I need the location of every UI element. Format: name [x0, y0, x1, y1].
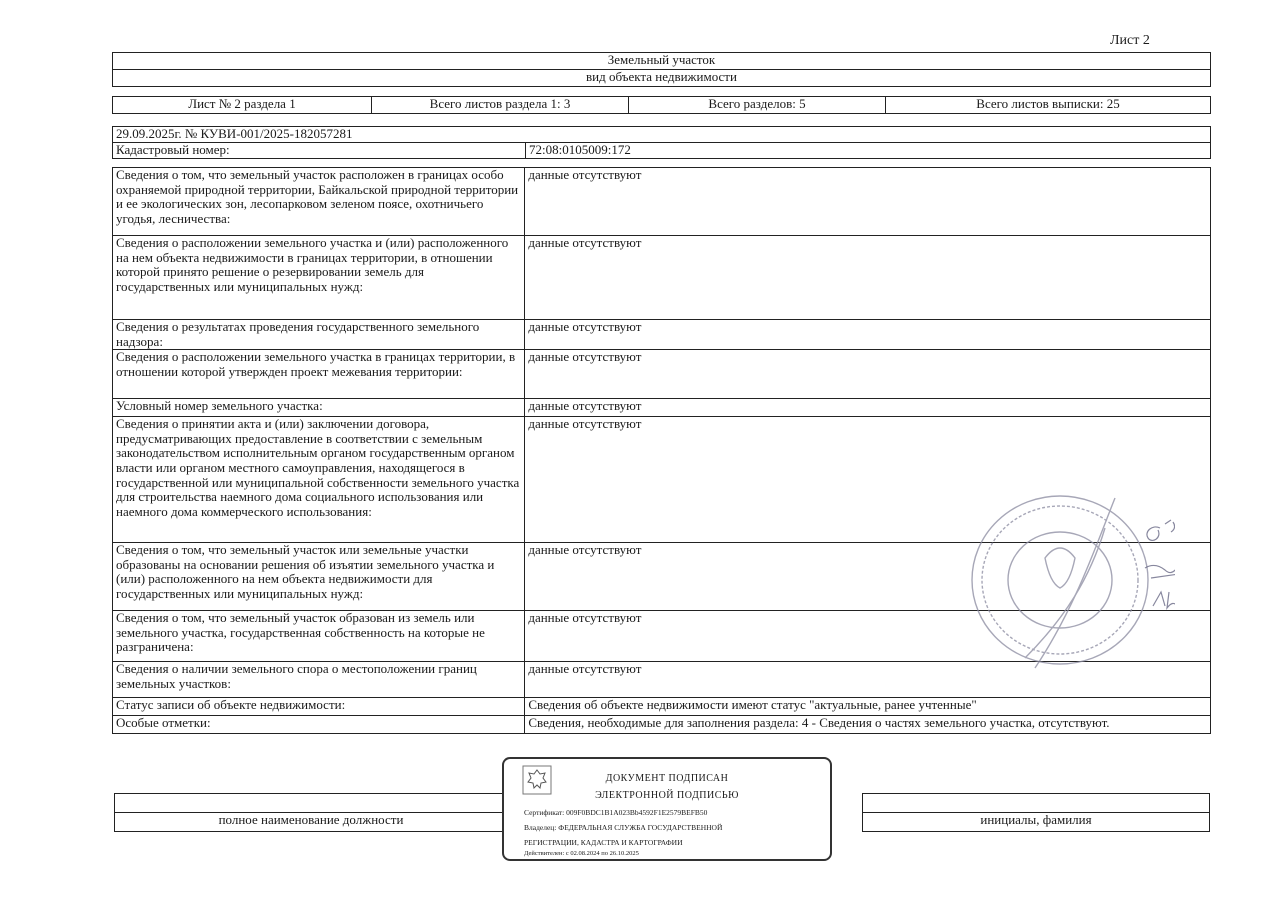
- cadastral-label: Кадастровый номер:: [113, 143, 526, 159]
- sheets-info: [112, 96, 1211, 114]
- table-row: [113, 168, 1211, 236]
- sections-total: Всего разделов: 5: [629, 97, 886, 114]
- stamp-title-line2: ЭЛЕКТРОННОЙ ПОДПИСЬЮ: [595, 790, 739, 801]
- table-row: [113, 350, 1211, 399]
- table-row: [113, 399, 1211, 417]
- object-caption: вид объекта недвижимости: [113, 70, 1211, 87]
- row-label: Условный номер земельного участка:: [113, 399, 525, 417]
- round-seal-icon: [965, 488, 1175, 678]
- row-label: Сведения о том, что земельный участок образован из земель или земельного участка, государственная собственность на которые не разграничена:: [113, 611, 525, 662]
- name-caption: инициалы, фамилия: [863, 813, 1210, 832]
- stamp-owner-line2: РЕГИСТРАЦИИ, КАДАСТРА И КАРТОГРАФИИ: [524, 838, 683, 847]
- extract-date-number: 29.09.2025г. № КУВИ-001/2025-182057281: [113, 127, 1211, 143]
- row-value: данные отсутствуют: [525, 543, 1211, 611]
- section-total: Всего листов раздела 1: 3: [372, 97, 629, 114]
- stamp-owner-line1: Владелец: ФЕДЕРАЛЬНАЯ СЛУЖБА ГОСУДАРСТВЕННОЙ: [524, 823, 723, 832]
- row-label: Особые отметки:: [113, 716, 525, 734]
- row-label: Сведения о расположении земельного участка в границах территории, в отношении которой утвержден проект межевания территории:: [113, 350, 525, 399]
- table-row: [113, 236, 1211, 320]
- object-type-header: [112, 52, 1211, 87]
- extract-total: Всего листов выписки: 25: [886, 97, 1211, 114]
- stamp-validity: Действителен: с 02.08.2024 по 26.10.2025: [524, 850, 639, 857]
- row-value: Сведения, необходимые для заполнения раздела: 4 - Сведения о частях земельного участка, отсутствуют.: [525, 716, 1211, 734]
- cadastral-number: 72:08:0105009:172: [526, 143, 1211, 159]
- row-label: Сведения о принятии акта и (или) заключении договора, предусматривающих предоставление в соответствии с земельным законодательством исполнительным органом государственным органом власти или органом местного самоуправления, находящегося в государственной или муниципальной собственности земельного участка для строительства наемного дома социального использования или наемного дома коммерческого использования:: [113, 417, 525, 543]
- table-row: [113, 320, 1211, 350]
- row-label: Сведения о расположении земельного участка и (или) расположенного на нем объекта недвижимости в границах территории, в отношении которой принято решение о резервировании земель для государственных или муниципальных нужд:: [113, 236, 525, 320]
- row-value: данные отсутствуют: [525, 236, 1211, 320]
- table-row: [113, 698, 1211, 716]
- row-value: Сведения об объекте недвижимости имеют статус "актуальные, ранее учтенные": [525, 698, 1211, 716]
- section-sheet: Лист № 2 раздела 1: [113, 97, 372, 114]
- row-value: данные отсутствуют: [525, 168, 1211, 236]
- registration-info: [112, 126, 1211, 159]
- row-label: Сведения о том, что земельный участок или земельные участки образованы на основании решения об изъятии земельного участка и (или) расположенного на нем объекта недвижимости для государственных или муниципальных нужд:: [113, 543, 525, 611]
- name-field: [863, 794, 1210, 813]
- position-field: [115, 794, 508, 813]
- row-label: Сведения о результатах проведения государственного земельного надзора:: [113, 320, 525, 350]
- row-label: Сведения о наличии земельного спора о местоположении границ земельных участков:: [113, 662, 525, 698]
- row-value: данные отсутствуют: [525, 662, 1211, 698]
- stamp-title-line1: ДОКУМЕНТ ПОДПИСАН: [605, 773, 729, 784]
- row-value: данные отсутствуют: [525, 611, 1211, 662]
- sheet-number: Лист 2: [1110, 33, 1150, 48]
- row-label: Статус записи об объекте недвижимости:: [113, 698, 525, 716]
- row-label: Сведения о том, что земельный участок расположен в границах особо охраняемой природной территории, Байкальской природной территории и ее экологических зон, лесопарковом зеленом поясе, охотничьего угодья, лесничества:: [113, 168, 525, 236]
- position-caption: полное наименование должности: [115, 813, 508, 832]
- row-value: данные отсутствуют: [525, 350, 1211, 399]
- row-value: данные отсутствуют: [525, 320, 1211, 350]
- object-name: Земельный участок: [113, 53, 1211, 70]
- table-row: [113, 716, 1211, 734]
- row-value: данные отсутствуют: [525, 399, 1211, 417]
- electronic-signature-stamp: [502, 757, 832, 861]
- row-value: данные отсутствуют: [525, 417, 1211, 543]
- stamp-certificate: Сертификат: 009F0BDC1B1A023Bb4592F1E2579BEFB50: [524, 808, 708, 817]
